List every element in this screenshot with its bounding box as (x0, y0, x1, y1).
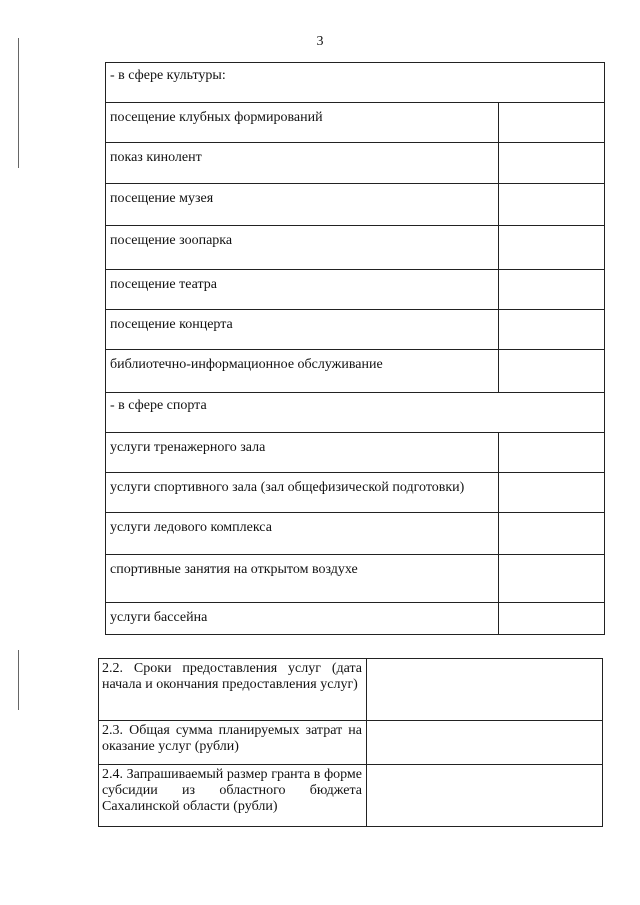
detail-value-cell[interactable] (367, 721, 603, 765)
service-name: услуги ледового комплекса (106, 513, 499, 555)
page-number: 3 (316, 34, 324, 49)
detail-label: 2.2. Сроки предоставления услуг (дата начала и окончания предоставления услуг) (99, 659, 367, 721)
detail-label: 2.4. Запрашиваемый размер гранта в форме субсидии из областного бюджета Сахалинской области (рубли) (99, 765, 367, 827)
service-value-cell[interactable] (499, 226, 605, 270)
service-value-cell[interactable] (499, 310, 605, 350)
service-value-cell[interactable] (499, 103, 605, 143)
service-value-cell[interactable] (499, 513, 605, 555)
service-name: показ кинолент (106, 143, 499, 184)
service-value-cell[interactable] (499, 433, 605, 473)
service-name: услуги тренажерного зала (106, 433, 499, 473)
service-name: посещение музея (106, 184, 499, 226)
details-table (98, 658, 603, 827)
services-table (105, 62, 605, 635)
service-name: посещение концерта (106, 310, 499, 350)
service-value-cell[interactable] (499, 350, 605, 393)
sport-section-heading: - в сфере спорта (106, 393, 605, 433)
detail-value-cell[interactable] (367, 765, 603, 827)
service-value-cell[interactable] (499, 603, 605, 635)
service-name: посещение зоопарка (106, 226, 499, 270)
service-value-cell[interactable] (499, 555, 605, 603)
detail-label: 2.3. Общая сумма планируемых затрат на оказание услуг (рубли) (99, 721, 367, 765)
service-name: спортивные занятия на открытом воздухе (106, 555, 499, 603)
service-value-cell[interactable] (499, 143, 605, 184)
culture-section-heading: - в сфере культуры: (106, 63, 605, 103)
margin-binding-mark (18, 650, 19, 710)
service-value-cell[interactable] (499, 270, 605, 310)
service-value-cell[interactable] (499, 473, 605, 513)
service-name: посещение театра (106, 270, 499, 310)
service-name: услуги спортивного зала (зал общефизической подготовки) (106, 473, 499, 513)
detail-value-cell[interactable] (367, 659, 603, 721)
service-name: библиотечно-информационное обслуживание (106, 350, 499, 393)
service-value-cell[interactable] (499, 184, 605, 226)
service-name: услуги бассейна (106, 603, 499, 635)
service-name: посещение клубных формирований (106, 103, 499, 143)
margin-binding-mark (18, 38, 19, 168)
